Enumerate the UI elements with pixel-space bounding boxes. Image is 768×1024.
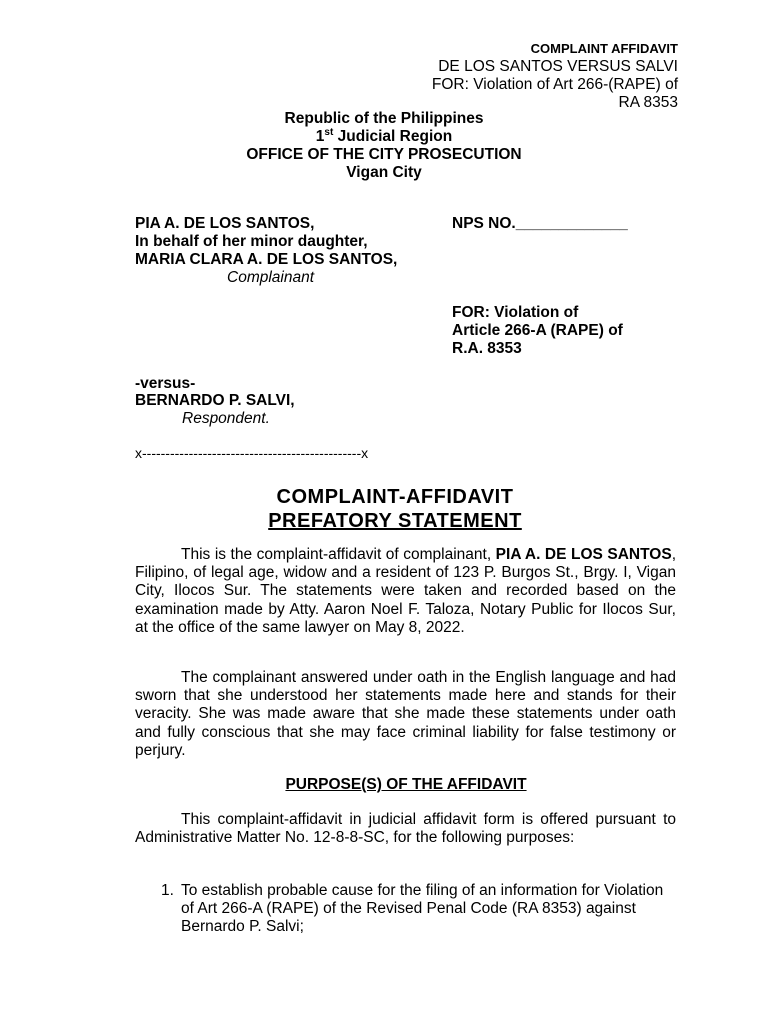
document-title: COMPLAINT-AFFIDAVIT [276, 486, 514, 508]
court-office: OFFICE OF THE CITY PROSECUTION [246, 146, 522, 163]
for-violation-line-3: R.A. 8353 [452, 340, 522, 357]
minor-name: MARIA CLARA A. DE LOS SANTOS, [135, 251, 398, 268]
versus: -versus- [135, 375, 196, 392]
court-region-number: 1 [315, 128, 325, 145]
prefatory-title: PREFATORY STATEMENT [268, 510, 522, 532]
header-case-title: DE LOS SANTOS VERSUS SALVI [438, 58, 678, 75]
header-label: COMPLAINT AFFIDAVIT [530, 41, 678, 56]
for-violation-line-2: Article 266-A (RAPE) of [452, 322, 623, 339]
caption-separator: x-----------------------------------------------x [135, 445, 369, 461]
paragraph-prefatory-1 [135, 546, 676, 637]
p1-complainant-bold: PIA A. DE LOS SANTOS [495, 546, 672, 563]
list-item-number: 1. [161, 882, 174, 899]
court-republic: Republic of the Philippines [284, 110, 484, 127]
paragraph-purpose [135, 811, 676, 847]
list-item-text: To establish probable cause for the filing of an information for Violation of Art 266-A (RAPE) of the Revised Penal Code (RA 8353) against Bernardo P. Salvi; [181, 882, 664, 936]
header-for-line-1: FOR: Violation of Art 266-(RAPE) of [431, 76, 678, 93]
court-region-text: Judicial Region [333, 128, 453, 145]
court-city: Vigan City [346, 164, 422, 181]
paragraph-prefatory-2 [135, 669, 676, 760]
court-region [0, 128, 768, 146]
complainant-name: PIA A. DE LOS SANTOS, [135, 215, 315, 232]
p1-rest: , Filipino, of legal age, widow and a resident of 123 P. Burgos St., Brgy. I, Vigan City, Ilocos Sur. The statements were taken and recorded based on the examination made by Atty. Aaron Noel F. Taloza, Notary Public for Ilocos Sur, at the office of the same lawyer on May 8, 2022. [135, 546, 677, 636]
purpose-list-item-1 [161, 882, 676, 937]
complainant-role: Complainant [227, 269, 315, 286]
p2-text: The complainant answered under oath in the English language and had sworn that she understood her statements made here and stands for their veracity. She was made aware that she made these statements under oath and fully conscious that she may face criminal liability for false testimony or perjury. [135, 669, 676, 759]
p3-text: This complaint-affidavit in judicial affidavit form is offered pursuant to Administrative Matter No. 12-8-8-SC, for the following purposes: [135, 811, 676, 847]
header-for-line-2: RA 8353 [618, 94, 678, 111]
respondent-role: Respondent. [182, 410, 270, 427]
respondent-name: BERNARDO P. SALVI, [135, 392, 295, 409]
purpose-heading: PURPOSE(S) OF THE AFFIDAVIT [285, 776, 527, 793]
court-region-suffix: st [324, 126, 334, 138]
complainant-behalf: In behalf of her minor daughter, [135, 233, 368, 250]
nps-number: NPS NO._____________ [452, 215, 628, 232]
for-violation-line-1: FOR: Violation of [452, 304, 579, 321]
p1-intro: This is the complaint-affidavit of complainant, [181, 546, 496, 563]
